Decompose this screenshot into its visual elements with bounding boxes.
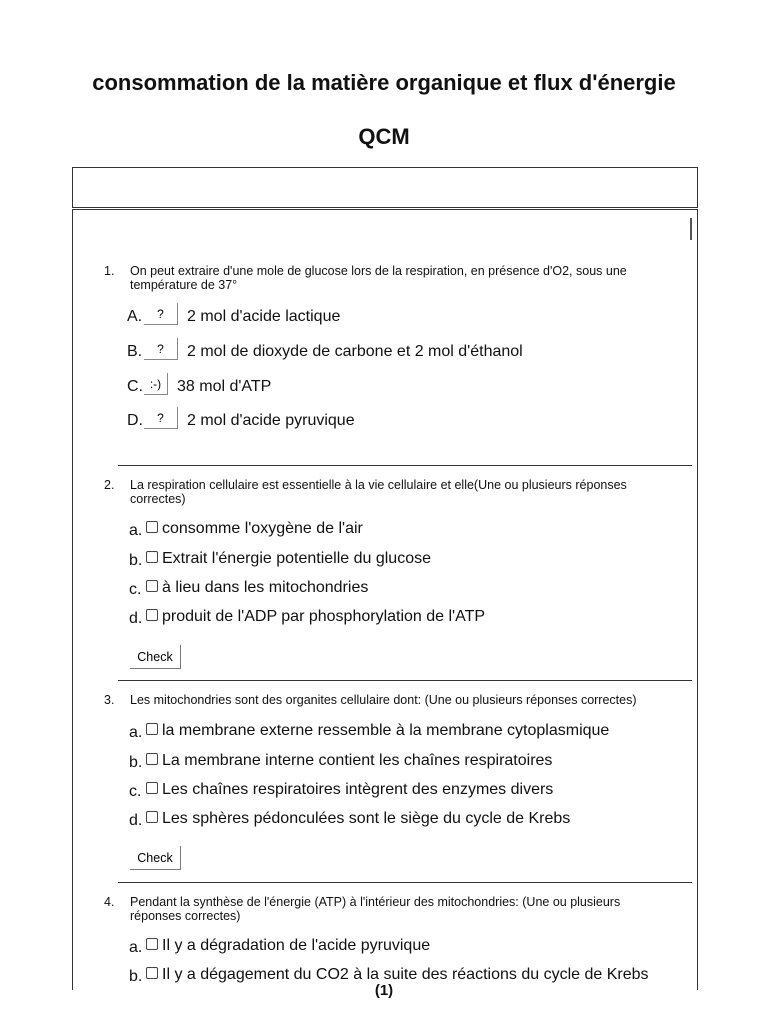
option-checkbox-d[interactable] (146, 609, 158, 621)
answer-button-d[interactable]: ? (144, 407, 178, 429)
question-text: La respiration cellulaire est essentielle à la vie cellulaire et elle(Une ou plusieurs réponses correctes) (130, 478, 627, 506)
option-row-d (73, 807, 673, 831)
option-row-b (73, 749, 673, 773)
option-text: Il y a dégradation de l'acide pyruvique (162, 937, 431, 954)
option-checkbox-c[interactable] (146, 782, 158, 794)
option-text: à lieu dans les mitochondries (162, 579, 369, 596)
option-text: La membrane interne contient les chaînes respiratoires (162, 752, 553, 769)
answer-text: 38 mol d'ATP (177, 378, 272, 395)
answer-letter: C. (127, 378, 143, 395)
option-row-d (73, 605, 673, 629)
scrollbar-thumb[interactable] (690, 218, 692, 240)
answer-row-c (73, 373, 673, 397)
option-text: produit de l'ADP par phosphorylation de l'ATP (162, 608, 486, 625)
question-number: 4. (104, 895, 115, 909)
option-letter: c. (129, 581, 142, 598)
answer-letter: B. (127, 343, 143, 360)
answer-text: 2 mol de dioxyde de carbone et 2 mol d'éthanol (187, 343, 523, 360)
option-text: la membrane externe ressemble à la membrane cytoplasmique (162, 722, 610, 739)
question-number: 3. (104, 693, 115, 707)
option-checkbox-a[interactable] (146, 938, 158, 950)
option-row-c (73, 778, 673, 802)
answer-row-a (73, 303, 673, 327)
option-row-a (73, 517, 673, 541)
option-checkbox-d[interactable] (146, 811, 158, 823)
option-row-a (73, 934, 673, 958)
option-checkbox-b[interactable] (146, 967, 158, 979)
question-number: 2. (104, 478, 115, 492)
option-text: Les sphères pédonculées sont le siège du cycle de Krebs (162, 810, 571, 827)
page-number: (1) (374, 982, 394, 999)
option-checkbox-c[interactable] (146, 580, 158, 592)
option-row-c (73, 576, 673, 600)
answer-text: 2 mol d'acide lactique (187, 308, 341, 325)
check-button[interactable]: Check (130, 846, 181, 870)
option-row-b (73, 547, 673, 571)
option-letter: a. (129, 939, 143, 956)
page-title: consommation de la matière organique et flux d'énergie (92, 70, 676, 95)
question-text: Les mitochondries sont des organites cellulaire dont: (Une ou plusieurs réponses correctes) (130, 693, 637, 707)
answer-letter: D. (127, 412, 143, 429)
question-divider (118, 680, 692, 681)
option-letter: b. (129, 968, 143, 985)
option-letter: b. (129, 552, 143, 569)
answer-button-a[interactable]: ? (144, 303, 178, 325)
question-text: Pendant la synthèse de l'énergie (ATP) à l'intérieur des mitochondries: (Une ou plusieurs réponses correctes) (130, 895, 621, 923)
question-divider (118, 882, 692, 883)
option-checkbox-b[interactable] (146, 551, 158, 563)
option-checkbox-a[interactable] (146, 521, 158, 533)
answer-button-c[interactable]: :-) (144, 373, 168, 395)
option-letter: b. (129, 754, 143, 771)
option-text: consomme l'oxygène de l'air (162, 520, 363, 537)
option-letter: c. (129, 783, 142, 800)
option-text: Les chaînes respiratoires intègrent des enzymes divers (162, 781, 554, 798)
answer-button-b[interactable]: ? (144, 338, 178, 360)
option-row-a (73, 719, 673, 743)
question-divider (118, 465, 692, 466)
answer-letter: A. (127, 308, 143, 325)
question-text: On peut extraire d'une mole de glucose lors de la respiration, en présence d'O2, sous une température de 37° (130, 264, 627, 292)
question-number: 1. (104, 264, 115, 278)
check-button[interactable]: Check (130, 645, 181, 669)
option-text: Il y a dégagement du CO2 à la suite des réactions du cycle de Krebs (162, 966, 649, 983)
quiz-header-box (72, 167, 698, 208)
answer-row-d (73, 407, 673, 431)
option-checkbox-a[interactable] (146, 723, 158, 735)
page-subtitle: QCM (358, 124, 410, 149)
option-text: Extrait l'énergie potentielle du glucose (162, 550, 431, 567)
option-checkbox-b[interactable] (146, 753, 158, 765)
option-letter: d. (129, 812, 143, 829)
answer-text: 2 mol d'acide pyruvique (187, 412, 355, 429)
quiz-frame[interactable] (72, 209, 698, 990)
option-letter: a. (129, 724, 143, 741)
answer-row-b (73, 338, 673, 362)
option-letter: d. (129, 610, 143, 627)
option-letter: a. (129, 522, 143, 539)
